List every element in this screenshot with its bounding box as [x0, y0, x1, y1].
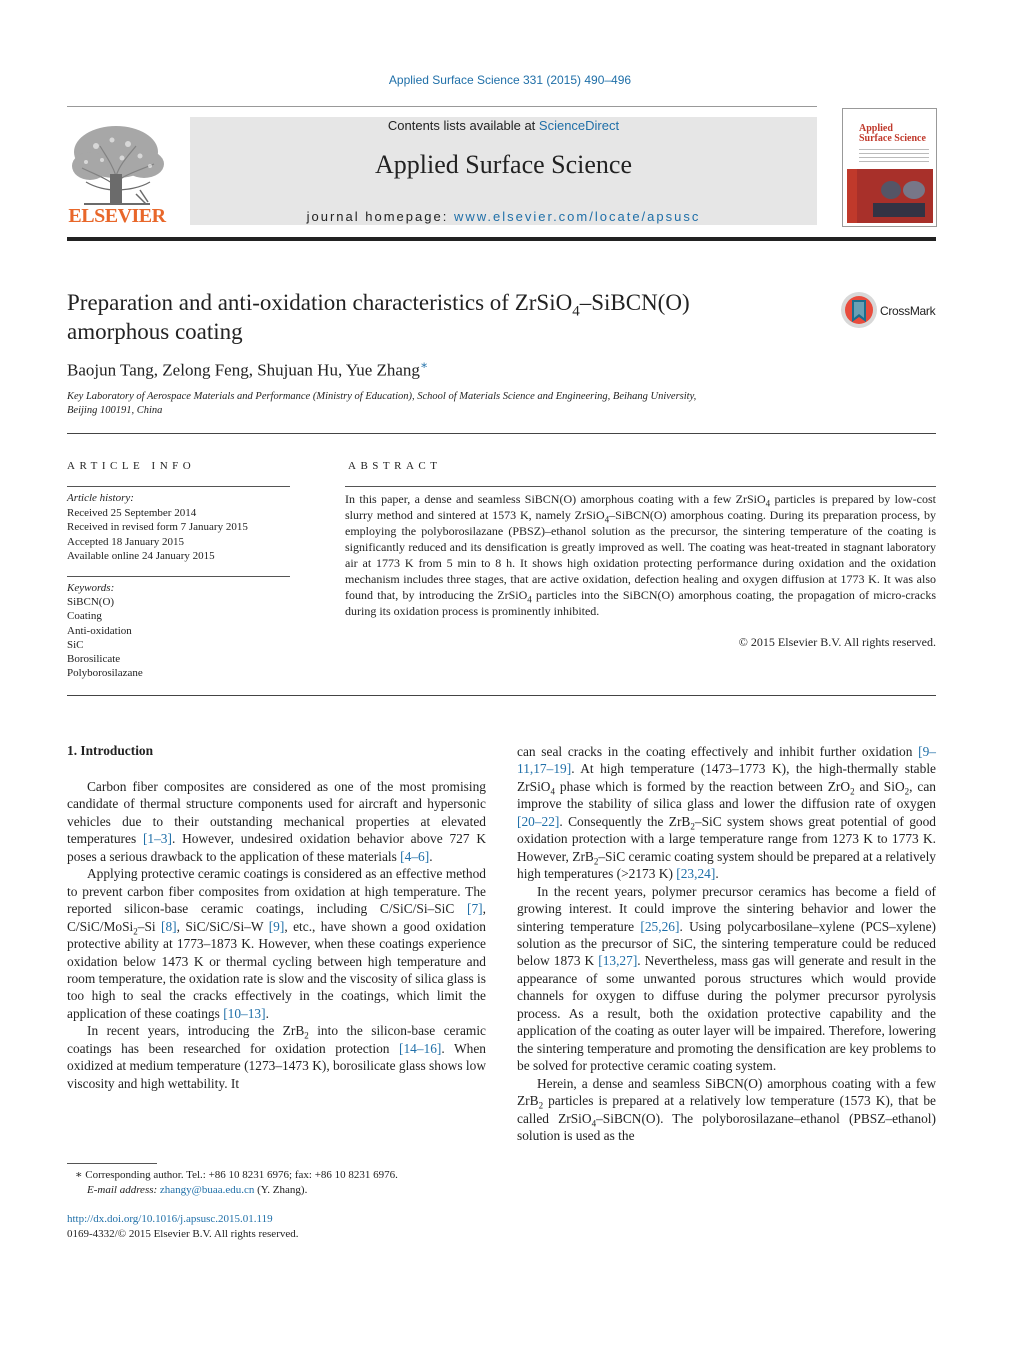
- text-run: phase which is formed by the reaction between ZrO: [554, 778, 851, 794]
- journal-title: Applied Surface Science: [374, 150, 632, 179]
- body-right-column: [517, 743, 936, 1144]
- text-run: Carbon fiber composites are considered as one of the most promising candidate of thermal structure components used for aircraft and hypersonic vehicles due to their outstanding mechanical properties at elevated temperatures: [67, 779, 486, 847]
- text-run: . However, undesired oxidation behavior above 727 K poses a serious drawback to the application of these materials: [67, 831, 486, 864]
- issn-copyright: 0169-4332/© 2015 Elsevier B.V. All rights reserved.: [67, 1228, 299, 1240]
- intro-paragraph-2: [67, 865, 486, 1022]
- text-run: –SiBCN(O). The polyborosilazane–ethanol (PBSZ–ethanol) solution is used as the: [517, 1110, 936, 1143]
- cover-text-lines: [859, 149, 929, 163]
- reference-link[interactable]: [14–16]: [399, 1040, 442, 1056]
- text-run: can seal cracks in the coating effectively and inhibit further oxidation: [517, 744, 919, 759]
- introduction-heading: 1. Introduction: [67, 743, 154, 758]
- subscript: 4: [527, 594, 532, 605]
- text-run: –Si: [137, 918, 162, 934]
- reference-link[interactable]: [8]: [161, 918, 177, 934]
- abstract-copyright: © 2015 Elsevier B.V. All rights reserved.: [738, 635, 936, 649]
- subscript: 2: [593, 856, 599, 867]
- header-thick-rule: [67, 237, 936, 241]
- keywords: [67, 581, 143, 680]
- journal-homepage-link[interactable]: www.elsevier.com/locate/apsusc: [453, 209, 701, 224]
- email-suffix: (Y. Zhang).: [254, 1184, 308, 1196]
- abstract-segment: –SiBCN(O) amorphous coating. During its preparation process, by employing the polyborosilazane (PBSZ)–ethanol solution as the precursor, the sintering temperature of the coating is significantly reduced and its densification is greatly improved as well. The coating was heat-treated in stagnant laboratory air at 1773 K from 5 min to 8 h. It shows high oxidation protecting performance during oxidation and the oxidation mechanism includes three stages, that are active oxidation, defection healing and oxygen diffusion at 1773 K. It was also found that, by introducing the ZrSiO: [345, 508, 936, 602]
- text-run: . Consequently the ZrB: [559, 813, 691, 829]
- reference-link[interactable]: [1–3]: [142, 831, 172, 847]
- journal-citation[interactable]: Applied Surface Science 331 (2015) 490–496: [388, 73, 632, 87]
- text-run: into the silicon-base ceramic coatings has been researched for oxidation protection: [67, 1023, 486, 1056]
- authors-names: Baojun Tang, Zelong Feng, Shujuan Hu, Yue Zhang: [67, 360, 420, 380]
- intro-paragraph-3-cont: [517, 743, 936, 883]
- sciencedirect-link[interactable]: ScienceDirect: [538, 118, 620, 133]
- text-run: .: [429, 848, 433, 864]
- affiliation-line2: Beijing 100191, China: [67, 405, 163, 416]
- abstract-segment: particles into the SiBCN(O) amorphous coating, the propagation of micro-cracks during its oxidation process is prominently inhibited.: [345, 588, 936, 618]
- keyword-item: Coating: [67, 610, 102, 623]
- header-rule: [67, 106, 817, 107]
- cover-side-bar: [847, 169, 857, 223]
- text-run: .: [265, 1005, 269, 1021]
- text-run: . Nevertheless, mass gas will generate and result in the appearance of some unwanted porous structures which would provide channels for oxygen to diffuse during the polymer precursor pyrolysis process. As a result, both the oxidation protective capability and the application of the coating as outer layer will be impaired. Therefore, lowering the sintering temperature and promoting the densification are key problems to be solved for protective ceramic coating system.: [517, 953, 936, 1074]
- title-subscript: 4: [572, 303, 580, 320]
- elsevier-wordmark[interactable]: ELSEVIER: [68, 205, 166, 227]
- cover-image-3: [873, 203, 925, 217]
- text-run: Applying protective ceramic coatings is considered as an effective method to prevent carbon fiber composites from oxidation at high temperature. The reported silicon-base ceramic coatings, including C/SiC/Si–SiC: [67, 866, 486, 917]
- text-run: , can improve the stability of silica glass and lower the diffusion rate of oxygen: [517, 778, 936, 812]
- keyword-item: SiC: [67, 638, 84, 651]
- text-run: , etc., have shown a good oxidation protective ability at 1773–1873 K. However, when these coatings experience oxidation below 1473 K or thermal cycling between high temperature and room temperature, the oxidation rate is slow and the viscosity of silica glass is too high to seal the cracks effectively in the coatings, which limit the application of these coatings: [67, 918, 486, 1021]
- author-list: [67, 358, 428, 381]
- cover-title-line2: Surface Science: [859, 133, 926, 144]
- text-run: and SiO: [854, 778, 905, 794]
- subscript: 4: [604, 514, 610, 525]
- journal-cover-thumbnail[interactable]: [842, 108, 937, 227]
- reference-link[interactable]: [20–22]: [517, 813, 560, 829]
- reference-link[interactable]: [9–11,17–19]: [517, 744, 936, 777]
- corresponding-author-mark[interactable]: ∗: [419, 358, 429, 372]
- intro-paragraph-1: [67, 778, 486, 865]
- text-run: –SiC ceramic coating system should be prepared at a relatively high temperatures (>2173 K): [517, 848, 936, 882]
- article-title: [67, 288, 807, 346]
- history-item: Accepted 18 January 2015: [67, 535, 184, 548]
- subscript: 2: [850, 786, 855, 797]
- abstract-rule: [345, 486, 936, 487]
- text-run: .: [715, 866, 719, 882]
- subscript: 4: [591, 1118, 597, 1129]
- doi-block: [67, 1212, 299, 1242]
- reference-link[interactable]: [9]: [268, 918, 285, 934]
- journal-homepage-line: [190, 209, 817, 224]
- section-rule: [67, 433, 936, 434]
- email-link[interactable]: zhangy@buaa.edu.cn: [159, 1184, 255, 1196]
- footnote-corresponding: [67, 1168, 487, 1183]
- intro-paragraph-5: [517, 1075, 936, 1145]
- text-run: In the recent years, polymer precursor ceramics has become a field of growing interest. It could improve the sintering behavior and lower the sintering temperature: [517, 883, 936, 934]
- intro-paragraph-3: [67, 1022, 486, 1092]
- email-label: E-mail address:: [87, 1184, 160, 1196]
- history-label: Article history:: [67, 492, 134, 504]
- cover-image-2: [903, 181, 925, 199]
- doi-link[interactable]: http://dx.doi.org/10.1016/j.apsusc.2015.01.119: [67, 1213, 273, 1225]
- footnote-email: [67, 1183, 487, 1198]
- text-run: particles is prepared at a relatively low temperature (1573 K), that be called ZrSiO: [517, 1093, 936, 1126]
- abstract-heading: ABSTRACT: [348, 460, 442, 472]
- text-run: . When oxidized at medium temperature (1273–1473 K), borosilicate glass shows low viscosity and high wettability. It: [67, 1040, 486, 1091]
- text-run: . Using polycarbosilane–xylene (PCS–xylene) solution as the precursor of SiC, the sintering temperature could be reduced below 1873 K: [517, 918, 936, 969]
- intro-paragraph-4: [517, 883, 936, 1075]
- footnote-mark: ∗: [75, 1169, 83, 1181]
- reference-link[interactable]: [23,24]: [676, 866, 716, 882]
- reference-link[interactable]: [10–13]: [223, 1005, 266, 1021]
- keyword-item: Anti-oxidation: [67, 624, 132, 637]
- reference-link[interactable]: [7]: [467, 901, 483, 917]
- footnote-text: Corresponding author. Tel.: +86 10 8231 6976; fax: +86 10 8231 6976.: [82, 1169, 398, 1181]
- contents-prefix: Contents lists available at: [387, 118, 539, 133]
- history-item: Received 25 September 2014: [67, 506, 197, 519]
- text-run: In recent years, introducing the ZrB: [87, 1023, 305, 1039]
- homepage-prefix: journal homepage:: [306, 209, 454, 224]
- reference-link[interactable]: [4–6]: [400, 848, 430, 864]
- text-run: Herein, a dense and seamless SiBCN(O) amorphous coating with a few ZrB: [517, 1075, 936, 1109]
- article-info-heading: ARTICLE INFO: [67, 460, 196, 472]
- body-left-column: [67, 778, 486, 1092]
- corresponding-author-footnote: [67, 1168, 487, 1198]
- reference-link[interactable]: [25,26]: [640, 918, 680, 934]
- keyword-item: Polyborosilazane: [67, 667, 143, 680]
- article-info-rule: [67, 486, 290, 487]
- keyword-item: SiBCN(O): [67, 596, 115, 609]
- footnote-rule: [67, 1163, 157, 1164]
- abstract-segment: particles is prepared by low-cost slurry method and sintered at 1573 K, namely ZrSiO: [345, 492, 936, 522]
- reference-link[interactable]: [13,27]: [598, 953, 638, 969]
- subscript: 4: [550, 786, 555, 797]
- affiliation-line1: Key Laboratory of Aerospace Materials and Performance (Ministry of Education), School of Materials Science and Engineering, Beihang University,: [67, 391, 697, 402]
- title-part1: Preparation and anti-oxidation characteristics of ZrSiO: [67, 290, 573, 315]
- text-run: , SiC/SiC/Si–W: [176, 918, 269, 934]
- abstract-segment: In this paper, a dense and seamless SiBCN(O) amorphous coating with a few ZrSiO: [345, 492, 766, 506]
- text-run: –SiC system shows great potential of good oxidation protection with a large temperature range from 1273 K to 1773 K. However, ZrB: [517, 813, 936, 864]
- affiliation: [67, 390, 827, 418]
- article-history: [67, 491, 248, 564]
- keyword-item: Borosilicate: [67, 653, 121, 666]
- subscript: 2: [133, 926, 138, 937]
- text-run: . At high temperature (1473–1773 K), the high-thermally stable ZrSiO: [517, 761, 936, 794]
- section-rule: [67, 695, 936, 696]
- subscript: 2: [304, 1031, 309, 1042]
- title-line2: amorphous coating: [67, 319, 243, 344]
- subscript: 2: [538, 1100, 544, 1111]
- history-item: Available online 24 January 2015: [67, 550, 215, 562]
- title-part2: –SiBCN(O): [579, 290, 690, 315]
- history-item: Received in revised form 7 January 2015: [67, 521, 248, 533]
- crossmark-label[interactable]: CrossMark: [880, 304, 936, 318]
- subscript: 2: [904, 786, 910, 797]
- text-run: , C/SiC/MoSi: [67, 901, 486, 934]
- cover-image-1: [881, 181, 901, 199]
- contents-available-line: [190, 118, 817, 133]
- cover-title-line1: Applied: [859, 123, 893, 134]
- cover-title: [859, 124, 926, 144]
- keywords-label: Keywords:: [67, 582, 115, 594]
- subscript: 4: [765, 498, 771, 509]
- keywords-rule: [67, 576, 290, 577]
- subscript: 2: [690, 821, 695, 832]
- abstract-text: [345, 491, 936, 619]
